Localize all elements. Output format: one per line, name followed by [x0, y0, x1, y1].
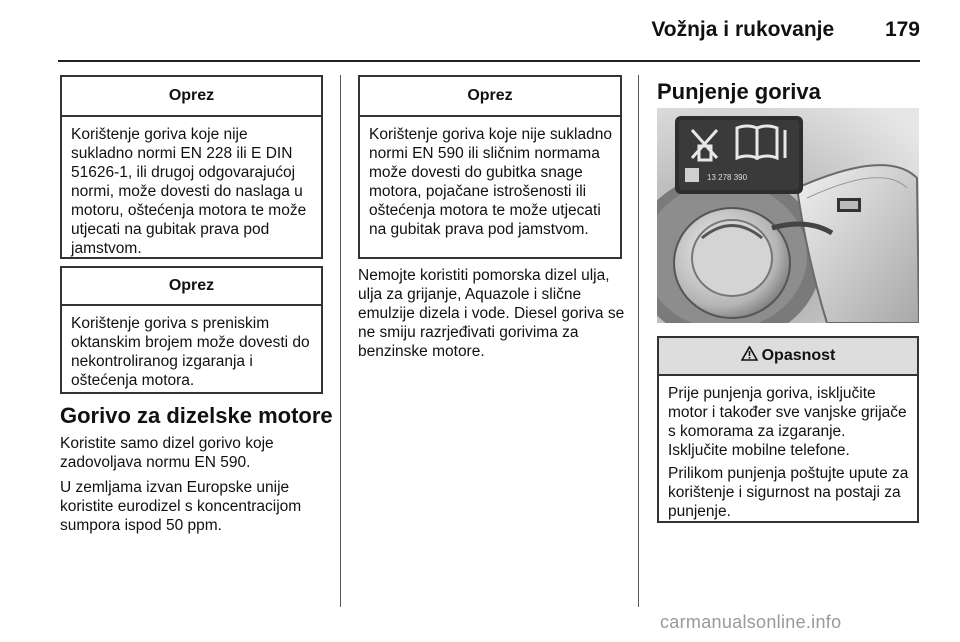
danger-paragraph-2: Prilikom punjenja poštujte upute za korištenje i sigurnost na postaji za punjenje.	[668, 465, 909, 520]
watermark-footer: carmanualsonline.info	[660, 612, 842, 632]
section-title: Vožnja i rukovanje	[651, 18, 835, 41]
caution-title: Oprez	[360, 77, 620, 117]
fuel-filler-illustration	[657, 108, 919, 323]
caution-text: Korištenje goriva koje nije sukladno normi EN 590 ili sličnim normama može dovesti do gubitka snage motora, pojačane istrošenosti ili oštećenja motora te može utjecati na gubitak prava pod jamstvom.	[369, 126, 612, 238]
caution-box-octane	[60, 266, 323, 394]
column-separator-1	[340, 75, 341, 607]
caution-box-en590	[358, 75, 622, 259]
danger-box	[657, 336, 919, 523]
column-separator-2	[638, 75, 639, 607]
refuelling-heading: Punjenje goriva	[657, 79, 821, 104]
caution-text: Korištenje goriva koje nije sukladno normi EN 228 ili E DIN 51626-1, ili drugoj odgovarajućoj normi, može dovesti do naslaga u motoru, oštećenja motora te može utjecati na gubitak prava pod jamstvom.	[71, 126, 307, 257]
diesel-heading: Gorivo za dizelske motore	[60, 403, 333, 428]
caution-text: Korištenje goriva s preniskim oktanskim brojem može dovesti do nekontroliranog izgaranja i oštećenja motora.	[71, 315, 310, 389]
warning-triangle-icon	[741, 346, 758, 366]
page-header	[0, 18, 920, 42]
header-rule	[58, 60, 920, 62]
marine-diesel-text	[358, 266, 628, 367]
page-number: 179	[884, 18, 920, 41]
danger-header	[659, 338, 917, 376]
marine-diesel-paragraph: Nemojte koristiti pomorska dizel ulja, ulja za grijanje, Aquazole i slične emulzije dizela i vode. Diesel goriva se ne smiju razrjeđivati gorivima za benzinske motore.	[358, 267, 625, 360]
danger-paragraph-1: Prije punjenja goriva, isključite motor i također sve vanjske grijače s komorama za izgaranje. Isključite mobilne telefone.	[668, 385, 907, 459]
danger-text	[659, 376, 917, 531]
photo-label: 13 278 390	[707, 173, 748, 182]
diesel-paragraph-1: Koristite samo dizel gorivo koje zadovoljava normu EN 590.	[60, 435, 274, 471]
caution-title: Oprez	[62, 77, 321, 117]
caution-title: Oprez	[62, 268, 321, 306]
danger-title: Opasnost	[761, 347, 836, 364]
diesel-paragraph-2: U zemljama izvan Europske unije koristite eurodizel s koncentracijom sumpora ispod 50 ppm.	[60, 479, 302, 534]
diesel-text	[60, 434, 330, 541]
fuel-filler-photo	[657, 108, 919, 323]
caution-box-fuel-norm	[60, 75, 323, 259]
